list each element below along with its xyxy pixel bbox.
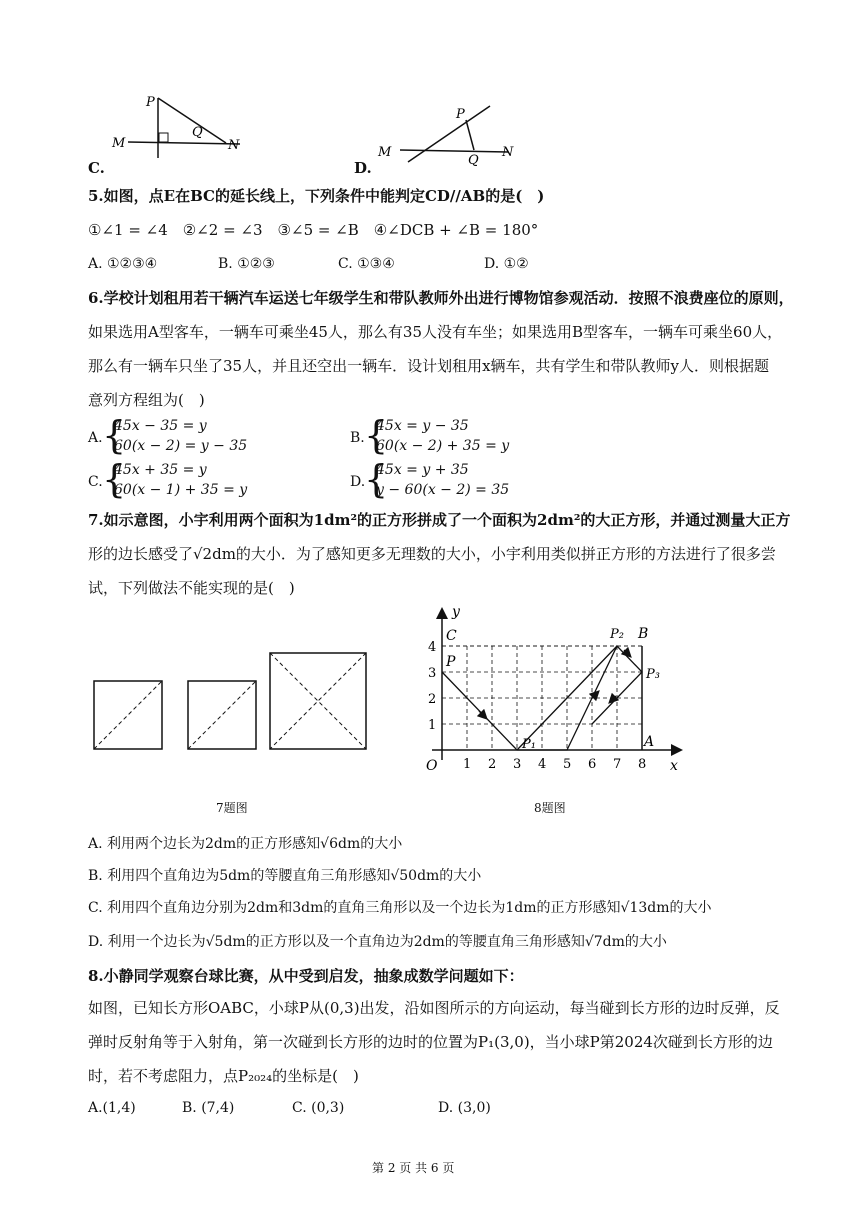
q5-option-d: D. ①② (484, 256, 529, 272)
fig8-label-y: y (452, 604, 460, 620)
fig8-xtick: 1 (463, 757, 472, 772)
q6-option-c-eq2: 60(x − 1) + 35 = y (114, 482, 248, 498)
q7-option-d: D. 利用一个边长为√5dm的正方形以及一个直角边为2dm的等腰直角三角形感知√7dm的大小 (88, 934, 667, 950)
fig8-xtick: 5 (563, 757, 572, 772)
fig8-xtick: 3 (513, 757, 522, 772)
fig8-xtick: 8 (638, 757, 647, 772)
fig8-label-p1: P₁ (522, 737, 536, 752)
q8-line3: 弹时反射角等于入射角，第一次碰到长方形的边时的位置为P₁(3,0)，当小球P第2024次碰到长方形的边 (88, 1033, 773, 1051)
q6-option-d-eq2: y − 60(x − 2) = 35 (376, 482, 510, 498)
fig8-ytick: 1 (428, 718, 437, 733)
fig8-label-c: C (446, 628, 457, 644)
q8-line1: 8.小静同学观察台球比赛，从中受到启发，抽象成数学问题如下： (88, 967, 524, 985)
q6-option-d-label: D. (350, 474, 366, 490)
q6-line1: 6.学校计划租用若干辆汽车运送七年级学生和带队教师外出进行博物馆参观活动．按照不浪费座位的原则， (88, 289, 794, 307)
fig-c-label-q: Q (192, 125, 203, 140)
fig8-ytick: 4 (428, 640, 437, 655)
fig-d-label-n: N (502, 145, 514, 160)
q7-option-a: A. 利用两个边长为2dm的正方形感知√6dm的大小 (88, 836, 403, 852)
q6-option-c-eq1: 45x + 35 = y (114, 462, 207, 478)
q7-line2: 形的边长感受了√2dm的大小．为了感知更多无理数的大小，小宇利用类似拼正方形的方法进行了很多尝 (88, 545, 776, 563)
fig-d-label-q: Q (468, 153, 479, 168)
fig8-xtick: 7 (613, 757, 622, 772)
fig8-label-p3: P₃ (646, 667, 660, 682)
q6-option-a-label: A. (88, 430, 103, 446)
q6-option-b-eq1: 45x = y − 35 (376, 418, 469, 434)
fig8-xtick: 2 (488, 757, 497, 772)
figure-7 (88, 645, 378, 755)
q6-option-a-eq2: 60(x − 2) = y − 35 (114, 438, 248, 454)
q6-option-d-eq1: 45x = y + 35 (376, 462, 469, 478)
q6-option-a-brace: { (102, 413, 127, 457)
q5-stem: 5.如图，点E在BC的延长线上，下列条件中能判定CD//AB的是( ) (88, 187, 545, 205)
q6-line4: 意列方程组为( ) (88, 391, 205, 409)
q6-option-b-eq2: 60(x − 2) + 35 = y (376, 438, 510, 454)
fig-c-label-m: M (112, 136, 126, 151)
q8-option-b: B. (7,4) (182, 1100, 235, 1116)
fig-c-label-p: P (146, 95, 155, 110)
q7-line1: 7.如示意图，小宇利用两个面积为1dm²的正方形拼成了一个面积为2dm²的大正方形，并通过测量大正方 (88, 511, 791, 529)
q6-option-c-brace: { (102, 457, 127, 501)
fig8-xtick: 4 (538, 757, 547, 772)
figure-8 (418, 600, 698, 780)
q8-line2: 如图，已知长方形OABC，小球P从(0,3)出发，沿如图所示的方向运动，每当碰到长方形的边时反弹，反 (88, 999, 780, 1017)
fig8-label-p2: P₂ (610, 627, 624, 642)
q6-option-a-eq1: 45x − 35 = y (114, 418, 207, 434)
fig8-label-p: P (446, 654, 456, 670)
q6-line3: 那么有一辆车只坐了35人，并且还空出一辆车．设计划租用x辆车，共有学生和带队教师y人．则根据题 (88, 357, 770, 375)
fig8-xtick: 6 (588, 757, 597, 772)
q5-conditions: ①∠1 = ∠4 ②∠2 = ∠3 ③∠5 = ∠B ④∠DCB + ∠B = 180° (88, 221, 539, 239)
q8-option-c: C. (0,3) (292, 1100, 345, 1116)
q7-line3: 试，下列做法不能实现的是( ) (88, 579, 295, 597)
fig8-ytick: 3 (428, 666, 437, 681)
fig-c-letter: C. (88, 159, 105, 177)
q8-option-a: A.(1,4) (88, 1100, 136, 1116)
q5-option-b: B. ①②③ (218, 256, 275, 272)
q6-option-b-label: B. (350, 430, 365, 446)
fig8-caption: 8题图 (534, 801, 566, 815)
q8-line4: 时，若不考虑阻力，点P₂₀₂₄的坐标是( ) (88, 1067, 359, 1085)
fig8-label-o: O (426, 758, 438, 774)
q5-option-a: A. ①②③④ (88, 256, 158, 272)
q7-option-c: C. 利用四个直角边分别为2dm和3dm的直角三角形以及一个边长为1dm的正方形感知√13dm的大小 (88, 900, 712, 916)
fig-d-label-m: M (378, 145, 392, 160)
q5-option-c: C. ①③④ (338, 256, 395, 272)
fig7-caption: 7题图 (216, 801, 248, 815)
figure-option-c (100, 88, 260, 178)
q6-option-c-label: C. (88, 474, 103, 490)
fig8-label-a: A (644, 734, 655, 750)
figure-option-d (370, 98, 530, 178)
fig-d-letter: D. (354, 159, 372, 177)
fig-c-label-n: N (228, 138, 240, 153)
fig-d-label-p: P (456, 107, 465, 122)
q6-option-d-brace: { (364, 457, 389, 501)
fig8-label-x: x (670, 758, 678, 774)
fig8-ytick: 2 (428, 692, 437, 707)
page-footer: 第 2 页 共 6 页 (372, 1161, 455, 1175)
q6-option-b-brace: { (364, 413, 389, 457)
q7-option-b: B. 利用四个直角边为5dm的等腰直角三角形感知√50dm的大小 (88, 868, 482, 884)
q8-option-d: D. (3,0) (438, 1100, 491, 1116)
q6-line2: 如果选用A型客车，一辆车可乘坐45人，那么有35人没有车坐；如果选用B型客车，一辆车可乘坐60人， (88, 323, 783, 341)
fig8-label-b: B (638, 626, 649, 642)
